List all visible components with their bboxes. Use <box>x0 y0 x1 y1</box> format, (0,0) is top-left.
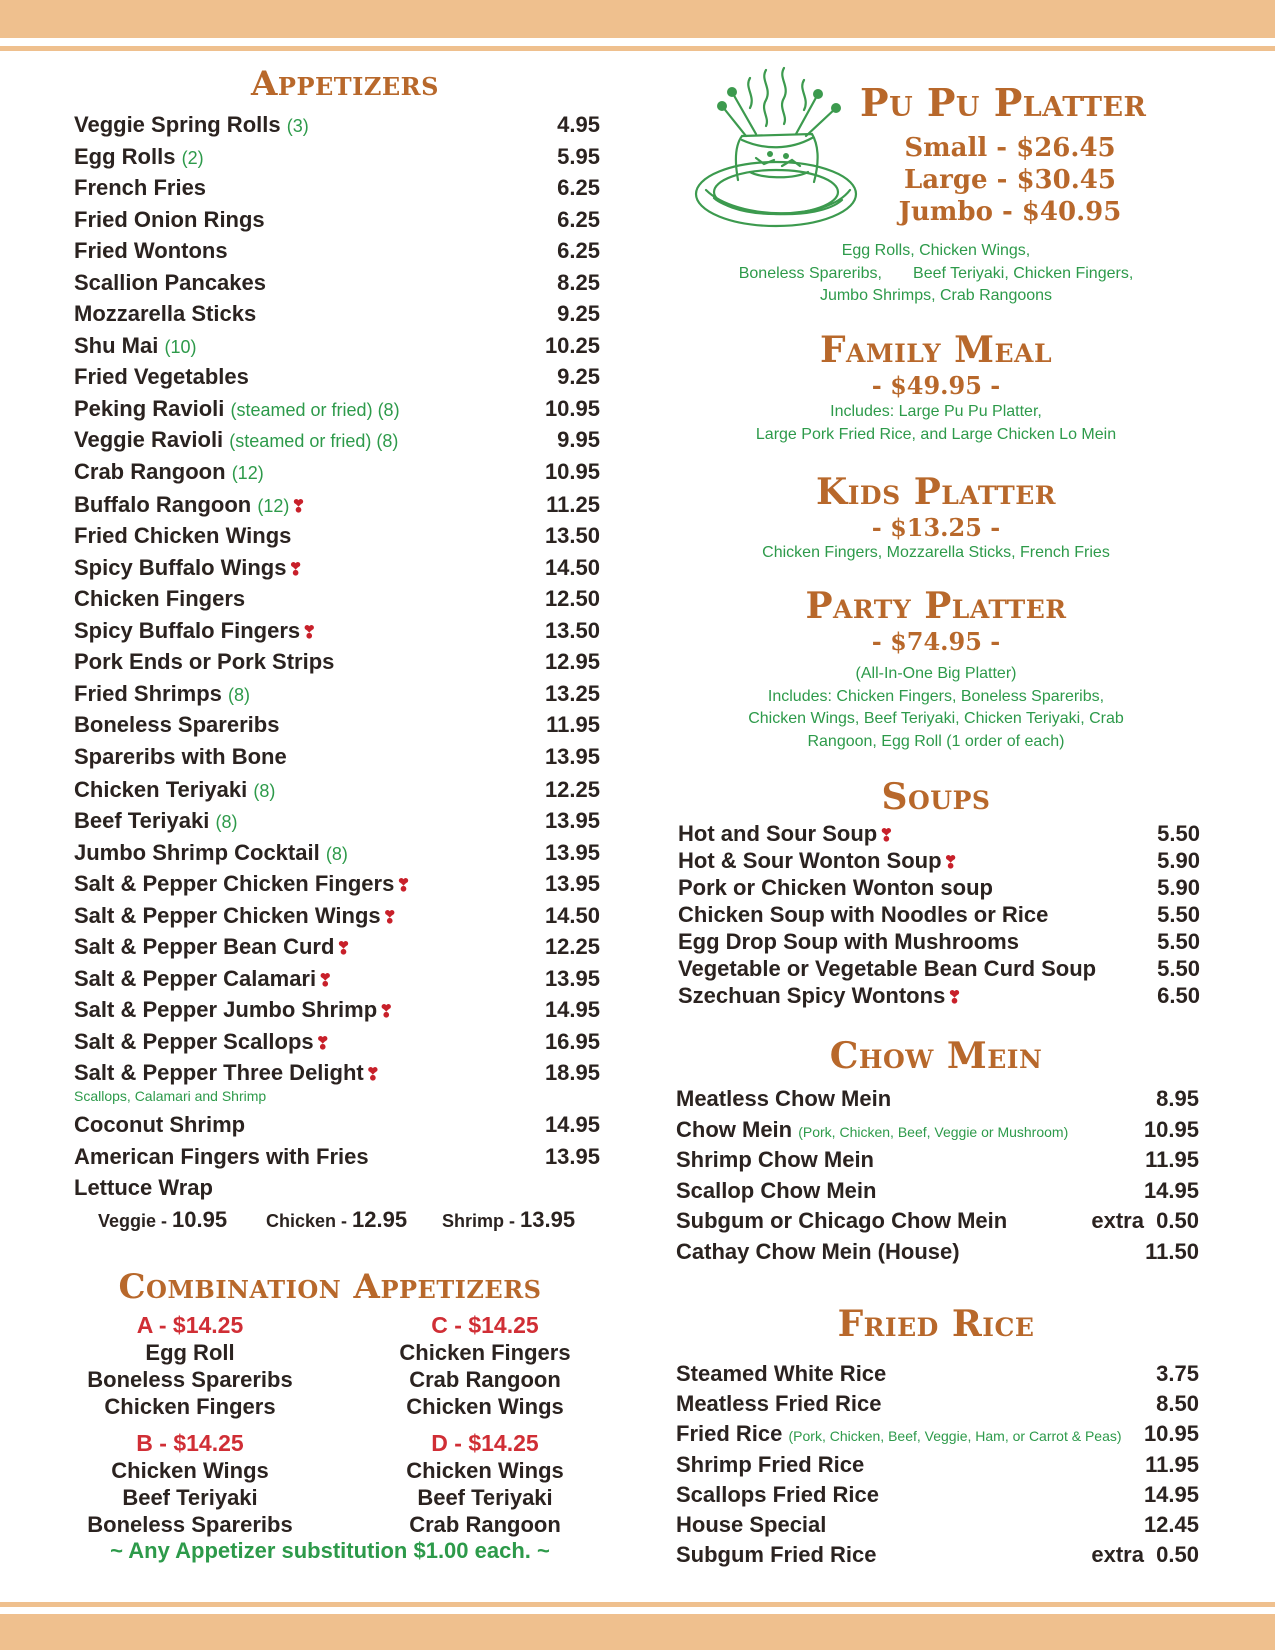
appetizer-name <box>74 966 332 992</box>
combo-item: Beef Teriyaki <box>122 1485 258 1510</box>
soup-row <box>678 983 1200 1009</box>
fried-rice-row-price: 12.45 <box>1143 1512 1199 1537</box>
combo-item: Beef Teriyaki <box>417 1485 553 1510</box>
appetizer-price: 13.25 <box>544 680 600 706</box>
lettuce-wrap-chicken-price: 12.95 <box>352 1207 408 1232</box>
appetizer-price: 12.25 <box>544 934 600 959</box>
appetizer-name <box>74 523 291 549</box>
chili-pepper-icon: ❣ <box>943 853 958 872</box>
soup-row-label: Chicken Soup with Noodles or Rice <box>678 902 1049 927</box>
combo-c <box>355 1312 615 1420</box>
appetizer-name <box>74 681 250 707</box>
appetizer-name <box>74 649 334 675</box>
party-platter-description <box>686 663 1186 753</box>
fried-rice-row-price: 14.95 <box>1143 1481 1199 1507</box>
kids-platter-price: - $13.25 - <box>871 513 1001 542</box>
appetizer-row <box>74 238 600 268</box>
appetizer-row <box>74 966 600 996</box>
chili-pepper-icon: ❣ <box>382 907 397 927</box>
appetizer-row <box>74 144 600 174</box>
appetizer-row <box>74 364 600 394</box>
chow-mein-row <box>676 1086 1199 1112</box>
kids-platter-heading: Kids Platter <box>815 471 1057 513</box>
appetizer-label: Boneless Spareribs <box>74 712 280 737</box>
fried-rice-row-label: Shrimp Fried Rice <box>676 1451 865 1477</box>
pupu-desc-line: Jumbo Shrimps, Crab Rangoons <box>819 287 1053 304</box>
lettuce-wrap-veggie-label: Veggie - <box>98 1211 173 1231</box>
appetizer-name <box>74 1029 330 1055</box>
bottom-band <box>0 1614 1275 1650</box>
appetizer-row <box>74 1112 600 1142</box>
appetizer-row <box>74 903 600 933</box>
appetizer-price: 16.95 <box>544 1028 600 1054</box>
appetizer-name <box>74 712 279 738</box>
appetizer-label: Pork Ends or Pork Strips <box>74 649 335 674</box>
appetizer-note: (steamed or fried) (8) <box>229 431 399 451</box>
appetizer-note: (2) <box>181 147 204 168</box>
fried-rice-row <box>676 1361 1199 1387</box>
appetizer-row <box>74 396 600 426</box>
chow-mein-row-price: 10.95 <box>1143 1116 1199 1142</box>
appetizer-name <box>74 903 397 929</box>
chow-mein-row-note: (Pork, Chicken, Beef, Veggie or Mushroom) <box>798 1123 1069 1140</box>
appetizer-row <box>74 1029 600 1059</box>
appetizer-price: 13.50 <box>544 523 600 548</box>
lettuce-wrap-shrimp-price: 13.95 <box>520 1207 576 1232</box>
appetizer-label: Buffalo Rangoon <box>74 491 252 517</box>
combo-a <box>60 1312 320 1420</box>
appetizer-price: 11.95 <box>546 712 600 737</box>
soup-row <box>678 821 1200 847</box>
appetizer-label: Veggie Spring Rolls <box>74 112 281 137</box>
appetizer-note: (3) <box>286 116 309 136</box>
appetizer-name <box>74 618 316 644</box>
fried-rice-row-label: Subgum Fried Rice <box>676 1542 877 1568</box>
lettuce-wrap-chicken-label: Chicken - <box>266 1211 353 1231</box>
party-platter-price: - $74.95 - <box>871 627 1001 656</box>
fried-rice-row-label: Fried Rice <box>676 1421 783 1447</box>
appetizer-row <box>74 1144 600 1174</box>
combo-item: Chicken Fingers <box>104 1394 276 1419</box>
appetizer-label: Scallion Pancakes <box>74 269 266 295</box>
appetizer-price: 14.50 <box>544 902 600 928</box>
fried-rice-row-price: 10.95 <box>1143 1421 1199 1447</box>
chow-mein-row-label: Meatless Chow Mein <box>676 1086 892 1111</box>
soup-row-label: Szechuan Spicy Wontons <box>678 983 946 1008</box>
family-meal-description <box>686 401 1186 446</box>
appetizer-label: American Fingers with Fries <box>74 1143 369 1169</box>
soup-row <box>678 902 1200 928</box>
kids-desc-line: Chicken Fingers, Mozzarella Sticks, French Fries <box>762 544 1110 561</box>
soup-row-price: 5.50 <box>1157 956 1200 981</box>
appetizer-row <box>74 871 600 901</box>
appetizer-price: 6.25 <box>557 175 600 200</box>
chow-mein-heading: Chow Mein <box>829 1035 1043 1077</box>
appetizer-price: 9.95 <box>557 427 600 452</box>
appetizer-name <box>74 492 306 518</box>
appetizer-label: Salt & Pepper Chicken Wings <box>74 902 381 928</box>
soup-row <box>678 956 1200 982</box>
appetizer-label: Fried Shrimps <box>74 680 222 706</box>
appetizer-label: Chicken Teriyaki <box>74 776 248 802</box>
soup-row <box>678 875 1200 901</box>
chow-mein-row <box>676 1117 1199 1143</box>
chili-pepper-icon: ❣ <box>288 559 303 579</box>
appetizer-price: 13.95 <box>544 965 600 991</box>
appetizer-row <box>74 175 600 205</box>
family-meal-price: - $49.95 - <box>871 371 1001 400</box>
appetizer-note: (12) <box>257 495 290 516</box>
fried-rice-row <box>676 1391 1199 1417</box>
appetizer-row <box>74 112 600 142</box>
appetizer-label: Spicy Buffalo Fingers <box>74 617 301 643</box>
appetizer-label: French Fries <box>74 175 207 200</box>
appetizer-price: 4.95 <box>557 112 600 137</box>
appetizer-note: (steamed or fried) (8) <box>230 399 400 420</box>
appetizer-price: 14.95 <box>544 997 600 1022</box>
pupu-desc-line: Boneless Spareribs, Beef Teriyaki, Chicken Fingers, <box>738 264 1134 282</box>
appetizer-name <box>74 364 249 390</box>
appetizer-label: Spicy Buffalo Wings <box>74 554 287 580</box>
appetizer-row <box>74 270 600 300</box>
appetizer-price: 11.25 <box>546 491 600 517</box>
lettuce-wrap-veggie-price: 10.95 <box>172 1207 228 1232</box>
appetizer-note: (8) <box>215 812 238 832</box>
appetizer-name <box>74 238 228 264</box>
appetizer-row <box>74 777 600 807</box>
appetizer-note: (10) <box>164 336 197 357</box>
chili-pepper-icon: ❣ <box>336 939 351 958</box>
appetizer-name <box>74 997 393 1023</box>
appetizer-label: Crab Rangoon <box>74 458 226 484</box>
appetizer-row <box>74 492 600 522</box>
appetizer-row <box>74 649 600 679</box>
combo-item: Egg Roll <box>145 1340 235 1365</box>
soup-row <box>678 929 1200 955</box>
fried-rice-row-price: extra 0.50 <box>1091 1542 1199 1568</box>
combo-item: Crab Rangoon <box>409 1367 561 1392</box>
appetizer-label: Salt & Pepper Jumbo Shrimp <box>74 997 378 1022</box>
appetizer-row <box>74 681 600 711</box>
appetizer-label: Coconut Shrimp <box>74 1112 246 1137</box>
combo-item: Chicken Wings <box>406 1394 564 1419</box>
pupu-large-price: Large - $30.45 <box>904 165 1116 195</box>
appetizer-row <box>74 744 600 774</box>
appetizer-label: Fried Chicken Wings <box>74 523 292 548</box>
appetizer-price: 12.25 <box>544 776 600 802</box>
appetizer-price: 13.95 <box>544 839 600 865</box>
appetizer-name <box>74 207 265 233</box>
appetizer-row <box>74 586 600 616</box>
appetizer-label: Salt & Pepper Bean Curd <box>74 934 335 959</box>
fried-rice-row-label: Steamed White Rice <box>676 1361 887 1386</box>
appetizer-row <box>74 555 600 585</box>
chow-mein-row-price: 14.95 <box>1143 1177 1199 1203</box>
appetizer-row <box>74 333 600 363</box>
party-desc-line: Rangoon, Egg Roll (1 order of each) <box>807 732 1065 750</box>
chow-mein-row-price: 8.95 <box>1156 1086 1199 1111</box>
soup-row-price: 6.50 <box>1157 983 1200 1008</box>
appetizer-price: 9.25 <box>557 301 600 326</box>
fried-rice-row <box>676 1452 1199 1478</box>
party-desc-line: (All-In-One Big Platter) <box>855 665 1017 682</box>
soup-row <box>678 848 1200 874</box>
lettuce-wrap-chicken <box>266 1207 407 1233</box>
party-desc-line: Chicken Wings, Beef Teriyaki, Chicken Teriyaki, Crab <box>748 710 1124 727</box>
combo-item: Boneless Spareribs <box>87 1367 293 1392</box>
chili-pepper-icon: ❣ <box>365 1065 380 1084</box>
chow-mein-row-label: Subgum or Chicago Chow Mein <box>676 1208 1008 1233</box>
party-platter-heading: Party Platter <box>805 585 1067 627</box>
chili-pepper-icon: ❣ <box>879 826 894 845</box>
family-meal-heading: Family Meal <box>819 329 1053 371</box>
appetizer-name <box>74 777 275 803</box>
soup-row-price: 5.90 <box>1157 875 1200 900</box>
lettuce-wrap-row <box>74 1175 600 1205</box>
appetizer-price: 13.95 <box>544 743 600 769</box>
combo-d <box>355 1430 615 1538</box>
appetizer-label: Chicken Fingers <box>74 586 246 611</box>
appetizer-row <box>74 523 600 553</box>
appetizer-label: Mozzarella Sticks <box>74 301 257 326</box>
appetizer-price: 12.50 <box>544 586 600 611</box>
appetizer-name <box>74 427 398 453</box>
chow-mein-row-label: Cathay Chow Mein (House) <box>676 1238 960 1264</box>
chow-mein-row-price: 11.95 <box>1145 1147 1199 1172</box>
fried-rice-row <box>676 1512 1199 1538</box>
appetizer-row <box>74 1060 600 1090</box>
fried-rice-row <box>676 1542 1199 1568</box>
appetizer-label: Fried Wontons <box>74 238 228 263</box>
pupu-jumbo-price: Jumbo - $40.95 <box>898 197 1122 227</box>
appetizer-row <box>74 934 600 964</box>
appetizer-label: Peking Ravioli <box>74 395 225 421</box>
appetizer-row <box>74 808 600 838</box>
chili-pepper-icon: ❣ <box>291 496 306 516</box>
fried-rice-row-price: 8.50 <box>1156 1391 1199 1417</box>
appetizer-row <box>74 427 600 457</box>
appetizer-note: (8) <box>253 780 276 801</box>
kids-platter-description <box>686 542 1186 565</box>
appetizer-label: Spareribs with Bone <box>74 743 287 769</box>
bottom-rule <box>0 1602 1275 1607</box>
appetizer-price: 13.95 <box>544 808 600 833</box>
appetizer-price: 18.95 <box>544 1060 600 1085</box>
appetizer-row <box>74 997 600 1027</box>
appetizer-name <box>74 1112 245 1138</box>
chow-mein-row <box>676 1208 1199 1234</box>
appetizer-price: 10.95 <box>544 458 600 484</box>
soup-row-label: Egg Drop Soup with Mushrooms <box>678 929 1019 954</box>
family-desc-line: Large Pork Fried Rice, and Large Chicken Lo Mein <box>755 425 1117 443</box>
appetizer-note: (8) <box>228 684 251 705</box>
chow-mein-row <box>676 1239 1199 1265</box>
party-desc-line: Includes: Chicken Fingers, Boneless Spareribs, <box>767 687 1105 705</box>
chili-pepper-icon: ❣ <box>315 1033 330 1053</box>
chow-mein-row-label: Scallop Chow Mein <box>676 1177 877 1203</box>
appetizer-row <box>74 459 600 489</box>
lettuce-wrap-shrimp <box>442 1207 575 1233</box>
chow-mein-row-price: 11.50 <box>1145 1238 1199 1264</box>
combo-item: Crab Rangoon <box>409 1512 561 1537</box>
appetizer-label: Salt & Pepper Chicken Fingers <box>74 871 395 896</box>
appetizer-row <box>74 301 600 331</box>
appetizer-row <box>74 712 600 742</box>
soup-row-price: 5.50 <box>1157 821 1200 846</box>
fried-rice-row-price: 3.75 <box>1156 1361 1199 1386</box>
appetizer-name <box>74 840 348 866</box>
appetizer-name <box>74 1144 369 1170</box>
appetizer-row <box>74 840 600 870</box>
appetizer-price: 6.25 <box>557 238 600 263</box>
three-delight-note: Scallops, Calamari and Shrimp <box>74 1088 267 1104</box>
appetizer-name <box>74 1060 380 1086</box>
fried-rice-heading: Fried Rice <box>837 1303 1035 1345</box>
combo-title: C - $14.25 <box>431 1312 539 1338</box>
soup-row-label: Hot and Sour Soup <box>678 821 878 846</box>
appetizer-name <box>74 555 303 581</box>
appetizer-price: 13.95 <box>544 871 600 896</box>
appetizer-label: Fried Onion Rings <box>74 206 265 232</box>
combo-title: A - $14.25 <box>136 1312 244 1338</box>
appetizer-label: Jumbo Shrimp Cocktail <box>74 839 320 865</box>
appetizer-label: Beef Teriyaki <box>74 808 210 833</box>
fried-rice-row <box>676 1421 1199 1447</box>
appetizer-name <box>74 175 206 201</box>
pupu-desc-line: Egg Rolls, Chicken Wings, <box>841 242 1031 259</box>
appetizer-label: Salt & Pepper Calamari <box>74 965 317 991</box>
appetizer-row <box>74 618 600 648</box>
substitution-note: ~ Any Appetizer substitution $1.00 each. ~ <box>110 1538 550 1563</box>
fried-rice-row-price: 11.95 <box>1145 1451 1199 1477</box>
family-desc-line: Includes: Large Pu Pu Platter, <box>830 403 1042 420</box>
pupu-platter-heading: Pu Pu Platter <box>860 80 1147 125</box>
appetizer-name <box>74 744 287 770</box>
fried-rice-row-label: House Special <box>676 1512 827 1537</box>
chow-mein-row <box>676 1178 1199 1204</box>
appetizer-name <box>74 934 351 960</box>
appetizer-name <box>74 301 256 327</box>
appetizers-heading: Appetizers <box>251 64 439 104</box>
appetizer-price: 12.95 <box>544 649 600 674</box>
appetizer-label: Shu Mai <box>74 332 159 358</box>
top-rule <box>0 46 1275 51</box>
soup-row-label: Pork or Chicken Wonton soup <box>678 875 993 900</box>
appetizer-row <box>74 207 600 237</box>
appetizer-price: 5.95 <box>557 143 600 169</box>
chow-mein-row <box>676 1147 1199 1173</box>
soup-row-price: 5.50 <box>1157 929 1200 954</box>
combo-item: Boneless Spareribs <box>87 1512 293 1537</box>
soups-heading: Soups <box>881 776 991 818</box>
pupu-small-price: Small - $26.45 <box>904 133 1116 163</box>
chow-mein-row-price: extra 0.50 <box>1091 1208 1199 1233</box>
appetizer-name <box>74 586 245 612</box>
appetizer-label: Egg Rolls <box>74 143 176 169</box>
combo-title: B - $14.25 <box>136 1430 244 1456</box>
appetizer-name <box>74 396 400 422</box>
fried-rice-row-label: Scallops Fried Rice <box>676 1481 879 1507</box>
appetizer-price: 13.50 <box>544 617 600 643</box>
chili-pepper-icon: ❣ <box>302 622 317 642</box>
appetizer-name <box>74 144 204 170</box>
appetizer-name <box>74 459 264 485</box>
fried-rice-row <box>676 1482 1199 1508</box>
combo-b <box>60 1430 320 1538</box>
lettuce-wrap-shrimp-label: Shrimp - <box>442 1211 521 1231</box>
chili-pepper-icon: ❣ <box>947 988 962 1007</box>
soup-row-price: 5.50 <box>1157 902 1200 927</box>
appetizer-label: Fried Vegetables <box>74 364 249 389</box>
fried-rice-row-note: (Pork, Chicken, Beef, Veggie, Ham, or Carrot & Peas) <box>788 1428 1122 1445</box>
soup-row-label: Vegetable or Vegetable Bean Curd Soup <box>678 956 1097 981</box>
soup-row-label: Hot & Sour Wonton Soup <box>678 848 942 873</box>
pupu-platter-illustration <box>686 58 866 238</box>
combination-heading: Combination Appetizers <box>118 1267 542 1307</box>
appetizer-name <box>74 270 266 296</box>
appetizer-note: (12) <box>231 462 264 483</box>
combo-item: Chicken Wings <box>111 1458 269 1483</box>
appetizer-price: 9.25 <box>557 364 600 389</box>
chili-pepper-icon: ❣ <box>318 970 333 990</box>
combo-item: Chicken Fingers <box>399 1340 571 1365</box>
soup-row-price: 5.90 <box>1157 848 1200 873</box>
appetizer-name <box>74 333 196 359</box>
appetizer-label: Salt & Pepper Scallops <box>74 1028 314 1054</box>
appetizer-price: 10.95 <box>544 395 600 421</box>
top-band <box>0 0 1275 38</box>
appetizer-note: (8) <box>325 843 348 864</box>
appetizer-name <box>74 112 309 138</box>
appetizer-label: Salt & Pepper Three Delight <box>74 1060 364 1085</box>
chili-pepper-icon: ❣ <box>396 876 411 895</box>
appetizer-name <box>74 871 411 897</box>
chow-mein-row-label: Chow Mein <box>676 1116 793 1142</box>
chow-mein-row-label: Shrimp Chow Mein <box>676 1147 874 1172</box>
appetizer-label: Veggie Ravioli <box>74 427 224 452</box>
appetizer-price: 10.25 <box>544 332 600 358</box>
lettuce-wrap-veggie <box>98 1207 227 1233</box>
pupu-description <box>686 240 1186 308</box>
combo-title: D - $14.25 <box>431 1430 539 1456</box>
appetizer-price: 14.95 <box>544 1112 600 1137</box>
combo-item: Chicken Wings <box>406 1458 564 1483</box>
lettuce-wrap-name: Lettuce Wrap <box>74 1175 213 1200</box>
fried-rice-row-label: Meatless Fried Rice <box>676 1391 882 1417</box>
appetizer-price: 14.50 <box>544 554 600 580</box>
chili-pepper-icon: ❣ <box>379 1002 394 1021</box>
appetizer-price: 6.25 <box>557 206 600 232</box>
appetizer-price: 8.25 <box>557 269 600 295</box>
appetizer-name <box>74 808 237 834</box>
appetizer-price: 13.95 <box>544 1143 600 1169</box>
